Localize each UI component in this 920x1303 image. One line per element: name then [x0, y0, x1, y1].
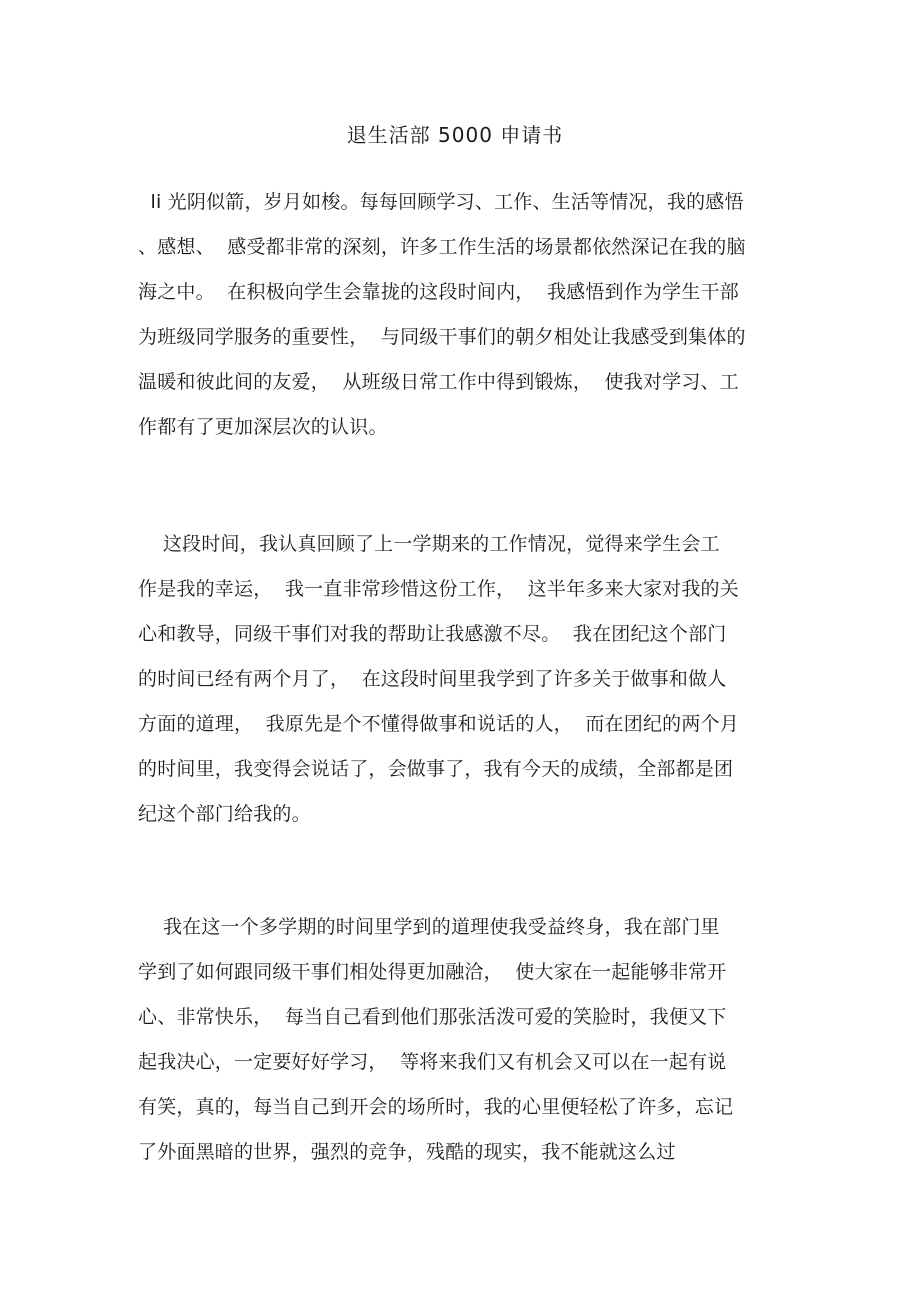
text-line: 心、非常快乐， 每当自己看到他们那张活泼可爱的笑脸时，我便又下 — [138, 1006, 727, 1028]
text-line: 、感想、 感受都非常的深刻，许多工作生活的场景都依然深记在我的脑 — [138, 236, 746, 258]
text-line: 学到了如何跟同级干事们相处得更加融洽， 使大家在一起能够非常开 — [138, 961, 727, 983]
text-line: 这段时间，我认真回顾了上一学期来的工作情况，觉得来学生会工 — [138, 533, 720, 555]
text-line: 有笑，真的，每当自己到开会的场所时，我的心里便轻松了许多，忘记 — [138, 1096, 734, 1118]
text-line: 了外面黑暗的世界，强烈的竞争，残酷的现实，我不能就这么过 — [138, 1141, 676, 1163]
text-line: li 光阴似箭，岁月如梭。每每回顾学习、工作、生活等情况，我的感悟 — [138, 191, 744, 213]
paragraph-2 — [138, 522, 778, 837]
text-line: 的时间里，我变得会说话了，会做事了，我有今天的成绩，全部都是团 — [138, 758, 734, 780]
text-line: 为班级同学服务的重要性， 与同级干事们的朝夕相处让我感受到集体的 — [138, 326, 746, 348]
text-line: 我在这一个多学期的时间里学到的道理使我受益终身，我在部门里 — [138, 916, 720, 938]
text-line: 方面的道理， 我原先是个不懂得做事和说话的人， 而在团纪的两个月 — [138, 713, 739, 735]
text-line: 作都有了更加深层次的认识。 — [138, 416, 388, 438]
text-line: 起我决心，一定要好好学习， 等将来我们又有机会又可以在一起有说 — [138, 1051, 727, 1073]
text-line: 心和教导，同级干事们对我的帮助让我感激不尽。 我在团纪这个部门 — [138, 623, 727, 645]
text-line: 纪这个部门给我的。 — [138, 803, 311, 825]
paragraph-1 — [138, 180, 778, 450]
text-line: 的时间已经有两个月了， 在这段时间里我学到了许多关于做事和做人 — [138, 668, 727, 690]
text-line: 作是我的幸运， 我一直非常珍惜这份工作， 这半年多来大家对我的关 — [138, 578, 739, 600]
paragraph-3 — [138, 905, 778, 1175]
document-title: 退生活部 5000 申请书 — [346, 123, 564, 147]
text-line: 温暖和彼此间的友爱， 从班级日常工作中得到锻炼， 使我对学习、工 — [138, 371, 739, 393]
text-line: 海之中。 在积极向学生会靠拢的这段时间内， 我感悟到作为学生干部 — [138, 281, 739, 303]
